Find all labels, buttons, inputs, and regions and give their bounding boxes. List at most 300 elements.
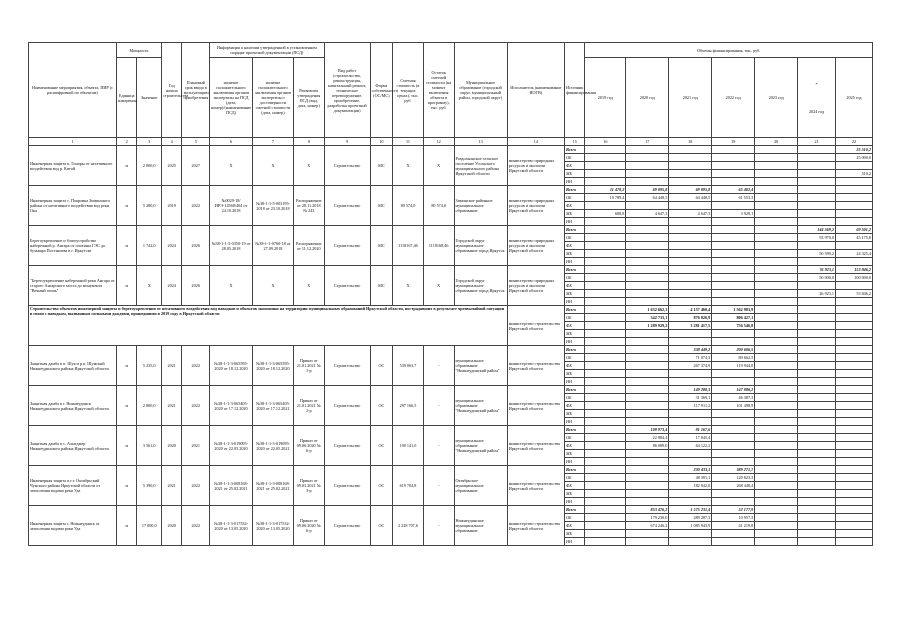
funding-value-cell [835,514,872,522]
funding-value-cell [798,170,836,178]
funding-value-cell [712,426,755,434]
funding-value-cell [798,186,836,194]
unit-cell: м [116,386,136,426]
funding-value-cell [626,162,669,170]
work-type-cell: Строительство [324,386,370,426]
funding-value-cell [626,202,669,210]
funding-value-cell: 108 973,4 [626,426,669,434]
funding-value-cell [798,450,836,458]
funding-value-cell [585,378,626,386]
funding-value-cell: 10 789,4 [585,194,626,202]
funding-value-cell [585,282,626,290]
funding-value-cell [798,218,836,226]
funding-value-cell [626,378,669,386]
funding-value-cell: 65 482,4 [712,186,755,194]
source-cell: Всего [564,506,584,514]
column-number-cell: 10 [370,138,393,146]
funding-value-cell [626,530,669,538]
funding-value-cell [669,266,712,274]
funding-value-cell [798,298,836,306]
col-pcd-expert-header: наличие положительного заключения органов экспертизы на ПСД (дата, номер)/(наименование ПСД) [210,58,253,138]
funding-value-cell [798,386,836,394]
ownership-cell: ОС [370,346,393,386]
ownership-cell: ОС [370,506,393,546]
funding-value-cell [835,346,872,354]
funding-value-cell: 119 944,0 [712,362,755,370]
funding-value-cell [798,370,836,378]
funding-value-cell [798,362,836,370]
funding-value-cell: 4 647,3 [626,210,669,218]
municipality-cell: муниципальное образование "Нижнеудинский район" [454,346,507,386]
unit-cell: м [116,146,136,186]
funding-value-cell [755,314,798,322]
funding-value-cell [755,162,798,170]
ownership-cell: МС [370,146,393,186]
funding-value-cell [712,290,755,298]
funding-value-cell [798,434,836,442]
pcd-price-cell: №38-1-1-3-019095-2020 от 22.05.2021 [253,426,294,466]
funding-value-cell [755,202,798,210]
funding-value-cell: 100 000,0 [835,274,872,282]
source-cell: ФБ [564,522,584,530]
funding-value-cell [755,370,798,378]
municipality-cell: Городской округ муниципальное образование город Иркутск [454,266,507,306]
funding-value-cell [626,266,669,274]
funding-value-cell [712,434,755,442]
funding-value-cell [755,490,798,498]
table-row [29,466,873,474]
funding-value-cell [798,394,836,402]
funding-value-cell: 1 289 929,2 [626,322,669,330]
funding-value-cell [755,146,798,154]
funding-value-cell [798,178,836,186]
funding-value-cell [626,234,669,242]
table-row [29,506,873,514]
funding-value-cell [712,146,755,154]
funding-value-cell [626,218,669,226]
col-year-2022: 2022 год [712,58,755,138]
start-year-cell: 2021 [161,346,181,386]
funding-value-cell [798,210,836,218]
funding-value-cell [798,258,836,266]
funding-value-cell [798,306,836,314]
column-number-cell: 21 [798,138,836,146]
plan-year-cell: 2021 [182,426,210,466]
municipality-cell: Раздольинское сельское поселение Усольского муниципального района Иркутской области [454,146,507,186]
funding-value-cell [835,258,872,266]
funding-value-cell [712,498,755,506]
funding-value-cell [585,218,626,226]
funding-value-cell [712,234,755,242]
funding-value-cell [755,378,798,386]
col-funding-header: Объемы финансирования, тыс. руб. [585,43,873,58]
funding-value-cell [835,362,872,370]
column-number-cell: 6 [210,138,253,146]
col-ownership-header: Форма собственности (ОС/МС) [370,43,393,138]
funding-value-cell [585,178,626,186]
cost-cell: Х [393,266,424,306]
funding-value-cell [712,170,755,178]
funding-value-cell: 64 448,5 [669,194,712,202]
source-cell: Всего [564,466,584,474]
funding-value-cell: 17 045,4 [669,434,712,442]
plan-year-cell: 2027 [182,146,210,186]
start-year-cell: 2020 [161,506,181,546]
source-cell: МБ [564,290,584,298]
col-year-plan-header: Плановый срок ввода в эксплуатацию/приобретения [182,43,210,138]
funding-value-cell [798,418,836,426]
funding-value-cell: 22 884,4 [626,434,669,442]
funding-value-cell [585,466,626,474]
column-number-cell: 16 [585,138,626,146]
unit-cell: м [116,346,136,386]
funding-value-cell: 1 632 662,3 [626,306,669,314]
funding-value-cell [755,522,798,530]
funding-value-cell [755,498,798,506]
funding-value-cell [669,258,712,266]
table-row [29,186,873,194]
ownership-cell: МС [370,266,393,306]
col-executor-header: Исполнитель (наименование ИОГВ) [507,43,564,138]
source-cell: ОБ [564,154,584,162]
funding-value-cell [712,274,755,282]
source-cell: Всего [564,226,584,234]
pcd-price-cell: Х [253,266,294,306]
funding-value-cell [798,514,836,522]
funding-value-cell [755,450,798,458]
funding-value-cell: 41 219,8 [712,522,755,530]
source-cell: МБ [564,370,584,378]
funding-value-cell [835,338,872,346]
funding-table [28,42,873,546]
funding-value-cell: 389 271,7 [712,466,755,474]
funding-value-cell [798,498,836,506]
value-cell: 3 561,0 [137,426,162,466]
funding-value-cell [835,482,872,490]
funding-value-cell [669,330,712,338]
funding-value-cell [798,322,836,330]
funding-value-cell [755,298,798,306]
funding-value-cell [755,338,798,346]
funding-value-cell [626,330,669,338]
column-number-row [29,138,873,146]
funding-value-cell [585,402,626,410]
funding-value-cell: 756 546,8 [712,322,755,330]
funding-value-cell [585,226,626,234]
funding-value-cell: 230 433,1 [669,466,712,474]
remain-cell: 1118168,46 [423,226,454,266]
funding-value-cell [835,490,872,498]
source-cell: ОБ [564,314,584,322]
funding-value-cell [755,154,798,162]
funding-value-cell: 3 281 417,5 [669,322,712,330]
funding-value-cell [585,370,626,378]
funding-value-cell [755,538,798,546]
plan-year-cell: 2022 [182,466,210,506]
source-cell: ИИ [564,498,584,506]
table-row [29,146,873,154]
funding-value-cell [798,194,836,202]
source-cell: МБ [564,250,584,258]
source-cell: ОБ [564,474,584,482]
start-year-cell: 2021 [161,386,181,426]
funding-value-cell [755,402,798,410]
funding-value-cell [755,178,798,186]
remain-cell: - [423,386,454,426]
funding-value-cell [669,410,712,418]
funding-value-cell [669,450,712,458]
funding-value-cell [585,442,626,450]
funding-value-cell: 45 175,8 [835,234,872,242]
funding-value-cell [626,346,669,354]
source-cell: ОБ [564,194,584,202]
funding-value-cell: 50 599,2 [798,250,836,258]
funding-value-cell [712,530,755,538]
remain-cell: 80 574,0 [423,186,454,226]
funding-value-cell [835,506,872,514]
col-capacity-header: Мощность [116,43,161,58]
source-cell: ИИ [564,298,584,306]
funding-value-cell [755,234,798,242]
funding-value-cell [585,338,626,346]
funding-value-cell [755,346,798,354]
remain-cell: Х [423,146,454,186]
unit-cell: м [116,506,136,546]
funding-value-cell [798,530,836,538]
funding-value-cell [585,274,626,282]
funding-value-cell [798,346,836,354]
funding-value-cell [585,434,626,442]
start-year-cell: 2021 [161,466,181,506]
funding-value-cell [669,242,712,250]
funding-value-cell [712,378,755,386]
unit-cell: м [116,466,136,506]
cost-cell: 619 704,8 [393,466,424,506]
source-cell: Всего [564,306,584,314]
pcd-approve-cell: Распоряжение от 11.12.2020 [293,226,324,266]
source-cell: ИИ [564,538,584,546]
funding-value-cell [798,330,836,338]
funding-value-cell [835,474,872,482]
funding-value-cell [755,482,798,490]
funding-value-cell [712,370,755,378]
start-year-cell: 2024 [161,266,181,306]
source-cell: ОБ [564,234,584,242]
funding-value-cell [585,290,626,298]
column-number-cell: 19 [712,138,755,146]
cost-cell: Х [393,146,424,186]
source-cell: ИИ [564,338,584,346]
funding-value-cell [712,338,755,346]
funding-value-cell [755,394,798,402]
source-cell: ФБ [564,242,584,250]
executor-cell: министерство природных ресурсов и экологии Иркутской области [507,266,564,306]
funding-value-cell [755,218,798,226]
funding-value-cell [669,458,712,466]
plan-year-cell: 2022 [182,386,210,426]
funding-value-cell: 52 177,9 [712,506,755,514]
funding-value-cell: 4 647,3 [669,210,712,218]
work-type-cell: Строительство [324,426,370,466]
funding-value-cell [835,202,872,210]
funding-value-cell [798,466,836,474]
funding-value-cell [712,218,755,226]
pcd-price-cell: Х [253,146,294,186]
funding-value-cell [712,450,755,458]
funding-value-cell [755,210,798,218]
unit-cell: м [116,186,136,226]
funding-value-cell [835,466,872,474]
funding-value-cell [835,378,872,386]
funding-value-cell: 267 374,9 [669,362,712,370]
funding-value-cell: 76 923,1 [798,266,836,274]
municipality-cell: Октябрьское муниципальное образование [454,466,507,506]
funding-value-cell: 4 157 460,4 [669,306,712,314]
funding-value-cell [835,450,872,458]
funding-value-cell [835,458,872,466]
funding-value-cell: 26 923,1 [798,290,836,298]
funding-value-cell: 69 501,2 [835,226,872,234]
remain-cell: Х [423,266,454,306]
funding-value-cell: 342 733,1 [626,314,669,322]
funding-value-cell [755,442,798,450]
funding-value-cell [712,330,755,338]
funding-value-cell [712,538,755,546]
funding-value-cell [755,274,798,282]
executor-cell: министерство строительства Иркутской области [507,426,564,466]
work-type-cell: Строительство [324,186,370,226]
remain-cell: - [423,346,454,386]
pcd-expert-cell: №38-1-1-3-0350-19 от 28.05.2018 [210,226,253,266]
funding-value-cell [835,426,872,434]
funding-value-cell [755,386,798,394]
funding-value-cell [585,458,626,466]
source-cell: ФБ [564,402,584,410]
col-pcd-header: Информация о наличии утвержденной в установленном порядке проектной документации (ПСД) [210,43,325,58]
funding-value-cell [626,338,669,346]
funding-value-cell [798,378,836,386]
remain-cell: - [423,426,454,466]
funding-value-cell [626,146,669,154]
object-name: Инженерная защита г. Нижнеудинск от затопления водами реки Уда [29,506,117,546]
funding-value-cell: 1 575 231,4 [669,506,712,514]
pcd-approve-cell: Приказ от 21.01.2021 № 1-р [293,346,324,386]
municipality-cell: муниципальное образование "Нижнеудинский район" [454,386,507,426]
funding-value-cell: 50 000,0 [798,274,836,282]
funding-value-cell [626,354,669,362]
table-row [29,226,873,234]
funding-value-cell [585,490,626,498]
funding-value-cell [669,498,712,506]
col-work-type-header: Вид работ (строительство, реконструкция, капитальный ремонт, техническое перевооружение, приобретение, разработка проектной документации) [324,43,370,138]
table-row [29,266,873,274]
star-mark: * [815,81,818,87]
funding-value-cell: 61 553,3 [712,194,755,202]
plan-year-cell: 2022 [182,506,210,546]
funding-value-cell [835,442,872,450]
column-number-cell: 12 [423,138,454,146]
funding-value-cell [585,450,626,458]
funding-value-cell [585,242,626,250]
funding-value-cell: 69 095,8 [669,186,712,194]
section-executor: министерство строительства Иркутской области [507,306,564,346]
executor-cell: министерство природных ресурсов и экологии Иркутской области [507,226,564,266]
col-source-header: Источник финансирования [564,43,584,138]
funding-value-cell [585,298,626,306]
funding-value-cell [626,538,669,546]
funding-value-cell [626,386,669,394]
column-number-cell: 2 [116,138,136,146]
pcd-expert-cell: №38-1-1-3-008168-2021 от 25.02.2021 [210,466,253,506]
col-year-2023: 2023 год [755,58,798,138]
object-name: Инженерная защита п. Гоноры от негативного воздействия вод р. Китой [29,146,117,186]
funding-value-cell [626,402,669,410]
funding-value-cell [712,458,755,466]
plan-year-cell: 2026 [182,226,210,266]
funding-value-cell [626,282,669,290]
funding-value-cell [669,490,712,498]
funding-value-cell [626,466,669,474]
col-year-2025: 2025 год [835,58,872,138]
funding-value-cell [626,298,669,306]
source-cell: ФБ [564,442,584,450]
funding-value-cell [669,250,712,258]
cost-cell: 1118167,46 [393,226,424,266]
source-cell: МБ [564,450,584,458]
source-cell: ФБ [564,322,584,330]
column-number-cell: 17 [626,138,669,146]
funding-value-cell [755,330,798,338]
funding-value-cell: 688,8 [585,210,626,218]
source-cell: ИИ [564,258,584,266]
section-row [29,306,873,314]
funding-value-cell [585,426,626,434]
column-number-cell: 8 [293,138,324,146]
funding-value-cell [712,162,755,170]
funding-value-cell [585,306,626,314]
column-number-cell: 22 [835,138,872,146]
funding-value-cell [669,290,712,298]
col-unit-header: Единица измерения [116,58,136,138]
funding-value-cell [798,242,836,250]
column-number-cell: 13 [454,138,507,146]
funding-value-cell [798,338,836,346]
funding-value-cell [626,450,669,458]
municipality-cell: Нижнеудинское муниципальное образование [454,506,507,546]
funding-value-cell [626,498,669,506]
funding-value-cell [755,426,798,434]
funding-value-cell [585,250,626,258]
column-number-cell: 18 [669,138,712,146]
value-cell: 1 742,0 [137,226,162,266]
funding-value-cell [835,402,872,410]
pcd-price-cell: №38-1-1-3-065405-2020 от 17.12.2021 [253,386,294,426]
pcd-expert-cell: №38-1-1-3-065595-2020 от 18.12.2020 [210,346,253,386]
funding-value-cell: 1 085 943,9 [669,522,712,530]
funding-value-cell [755,170,798,178]
funding-value-cell [669,538,712,546]
pcd-price-cell: №38-1-1-3-008168-2021 от 25.02.2021 [253,466,294,506]
funding-value-cell [626,250,669,258]
funding-value-cell: 46 387,3 [712,394,755,402]
funding-value-cell [835,178,872,186]
funding-value-cell [712,226,755,234]
executor-cell: министерство природных ресурсов и экологии Иркутской области [507,146,564,186]
funding-value-cell [626,458,669,466]
funding-value-cell: 182 042,0 [669,482,712,490]
column-number-cell: 7 [253,138,294,146]
col-year-2020: 2020 год [626,58,669,138]
